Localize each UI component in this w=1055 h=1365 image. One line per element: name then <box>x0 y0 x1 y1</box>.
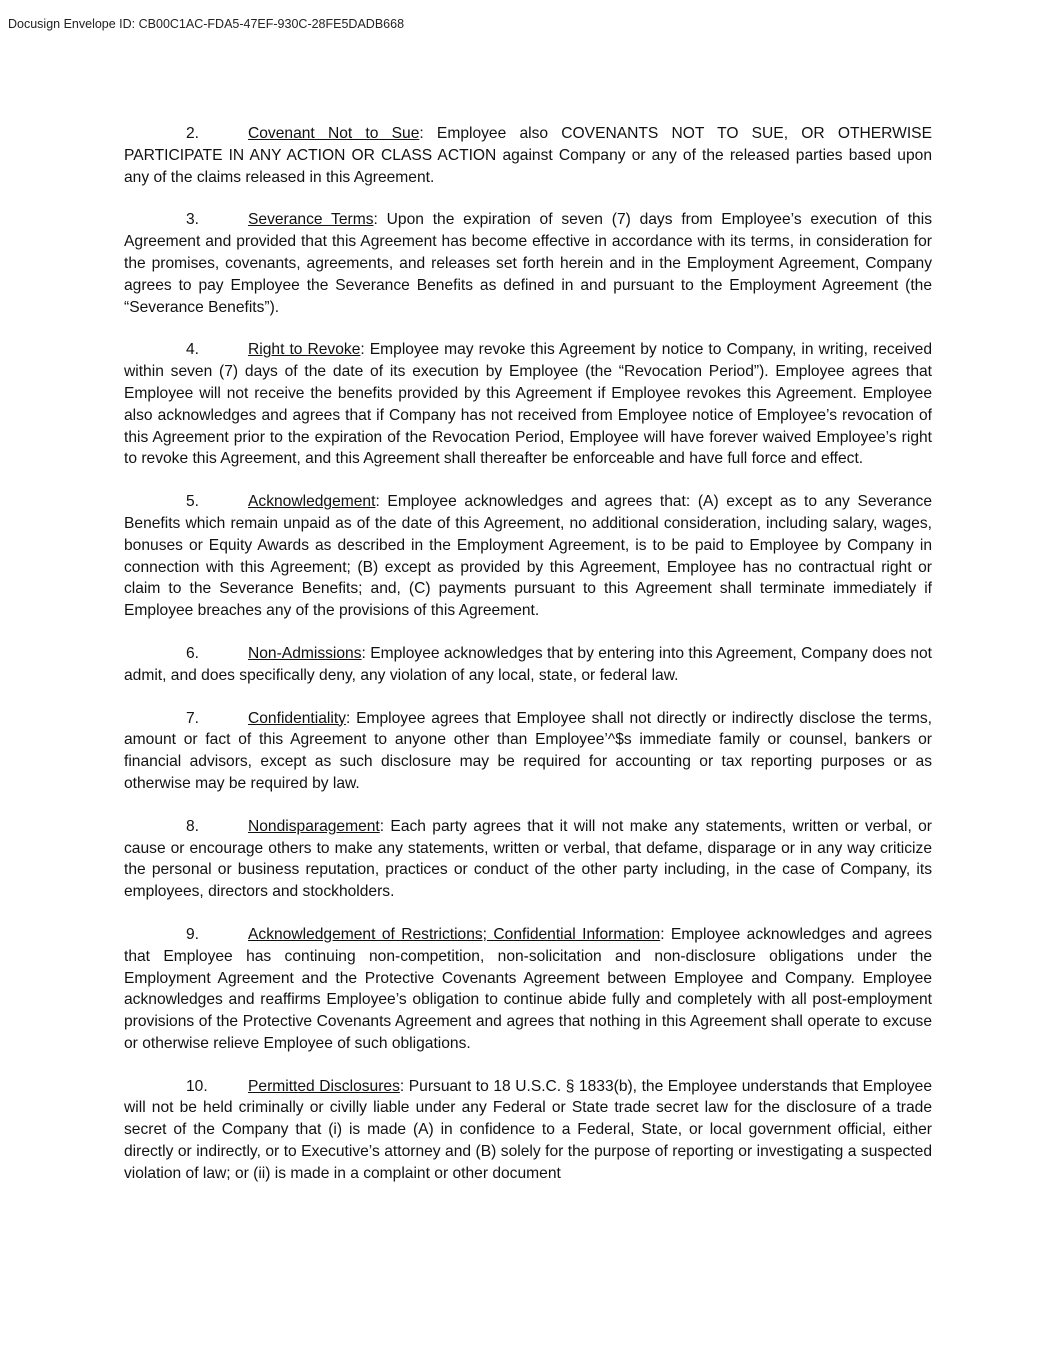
section-10 <box>124 1076 932 1185</box>
section-body: : Employee acknowledges and agrees that: (A) except as to any Severance Benefits which remain unpaid as of the date of this Agreement, no additional consideration, including salary, wages, bonuses or Equity Awards as described in the Employment Agreement, is to be paid to Employee by Company in connection with this Agreement; (B) except as provided by this Agreement, Employee has no contractual right or claim to the Severance Benefits; and, (C) payments pursuant to this Agreement shall terminate immediately if Employee breaches any of the provisions of this Agreement. <box>124 493 932 620</box>
section-4 <box>124 339 932 470</box>
section-9 <box>124 924 932 1055</box>
envelope-id: Docusign Envelope ID: CB00C1AC-FDA5-47EF-930C-28FE5DADB668 <box>8 17 405 31</box>
section-heading: Non-Admissions <box>248 644 362 662</box>
document-body <box>124 123 932 1206</box>
section-5 <box>124 491 932 622</box>
section-number: 2. <box>186 125 200 142</box>
section-heading: Permitted Disclosures <box>248 1077 400 1095</box>
section-body: : Employee agrees that Employee shall not directly or indirectly disclose the terms, amount or fact of this Agreement to anyone other than Employee’^$s immediate family or counsel, bankers or financial advisors, except as such disclosure may be required for accounting or tax reporting purposes or as otherwise may be required by law. <box>124 709 932 792</box>
section-body: : Employee acknowledges and agrees that Employee has continuing non-competition, non-solicitation and non-disclosure obligations under the Employment Agreement and the Protective Covenants Agreement between Employee and Company. Employee acknowledges and reaffirms Employee’s obligation to continue abide fully and completely with all post-employment provisions of the Protective Covenants Agreement and agrees that nothing in this Agreement shall operate to excuse or otherwise relieve Employee of such obligations. <box>124 925 932 1052</box>
section-number: 10. <box>186 1077 208 1095</box>
section-heading: Nondisparagement <box>248 817 380 835</box>
section-3 <box>124 209 932 318</box>
section-2 <box>124 123 932 188</box>
section-body: : Pursuant to 18 U.S.C. § 1833(b), the Employee understands that Employee will not be held criminally or civilly liable under any Federal or State trade secret law for the disclosure of a trade secret of the Company that (i) is made (A) in confidence to a Federal, State, or local government official, either directly or indirectly, or to Executive’s attorney and (B) solely for the purpose of reporting or investigating a suspected violation of law; or (ii) is made in a complaint or other document <box>124 1077 933 1182</box>
section-8 <box>124 816 932 903</box>
section-number: 9. <box>186 925 200 943</box>
section-body: : Upon the expiration of seven (7) days from Employee’s execution of this Agreement and provided that this Agreement has become effective in accordance with its terms, in consideration for the promises, covenants, agreements, and releases set forth herein and in the Employment Agreement, Company agrees to pay Employee the Severance Benefits as defined in and pursuant to the Employment Agreement (the “Severance Benefits”). <box>124 211 932 316</box>
section-number: 7. <box>186 709 200 727</box>
section-heading: Severance Terms <box>248 211 374 229</box>
section-7 <box>124 708 932 795</box>
section-number: 5. <box>186 493 200 511</box>
section-heading: Right to Revoke <box>248 341 361 359</box>
section-heading: Acknowledgement <box>248 493 376 511</box>
section-6 <box>124 643 932 687</box>
section-number: 3. <box>186 211 200 229</box>
section-body: : Employee may revoke this Agreement by notice to Company, in writing, received within seven (7) days of the date of its execution by Employee (the “Revocation Period”). Employee agrees that Employee will not receive the benefits provided by this Agreement if Employee revokes this Agreement. Employee also acknowledges and agrees that if Company has not received from Employee notice of Employee’s revocation of this Agreement prior to the expiration of the Revocation Period, Employee will have forever waived Employee’s right to revoke this Agreement, and this Agreement shall thereafter be enforceable and have full force and effect. <box>124 341 932 468</box>
section-heading: Confidentiality <box>248 709 346 727</box>
section-body: : Each party agrees that it will not make any statements, written or verbal, or cause or encourage others to make any statements, written or verbal, that defame, disparage or in any way criticize the personal or business reputation, practices or conduct of the other party including, in the case of Company, its employees, directors and stockholders. <box>124 817 932 901</box>
section-heading: Acknowledgement of Restrictions; Confidential Information <box>248 925 661 943</box>
section-body: : Employee also COVENANTS NOT TO SUE, OR OTHERWISE PARTICIPATE IN ANY ACTION OR CLASS ACTION against Company or any of the released parties based upon any of the claims released in this Agreement. <box>124 125 932 186</box>
section-number: 6. <box>186 644 200 662</box>
section-heading: Covenant Not to Sue <box>248 125 420 142</box>
section-body: : Employee acknowledges that by entering into this Agreement, Company does not admit, and does specifically deny, any violation of any local, state, or federal law. <box>124 644 932 684</box>
section-number: 8. <box>186 817 200 835</box>
section-number: 4. <box>186 341 200 359</box>
